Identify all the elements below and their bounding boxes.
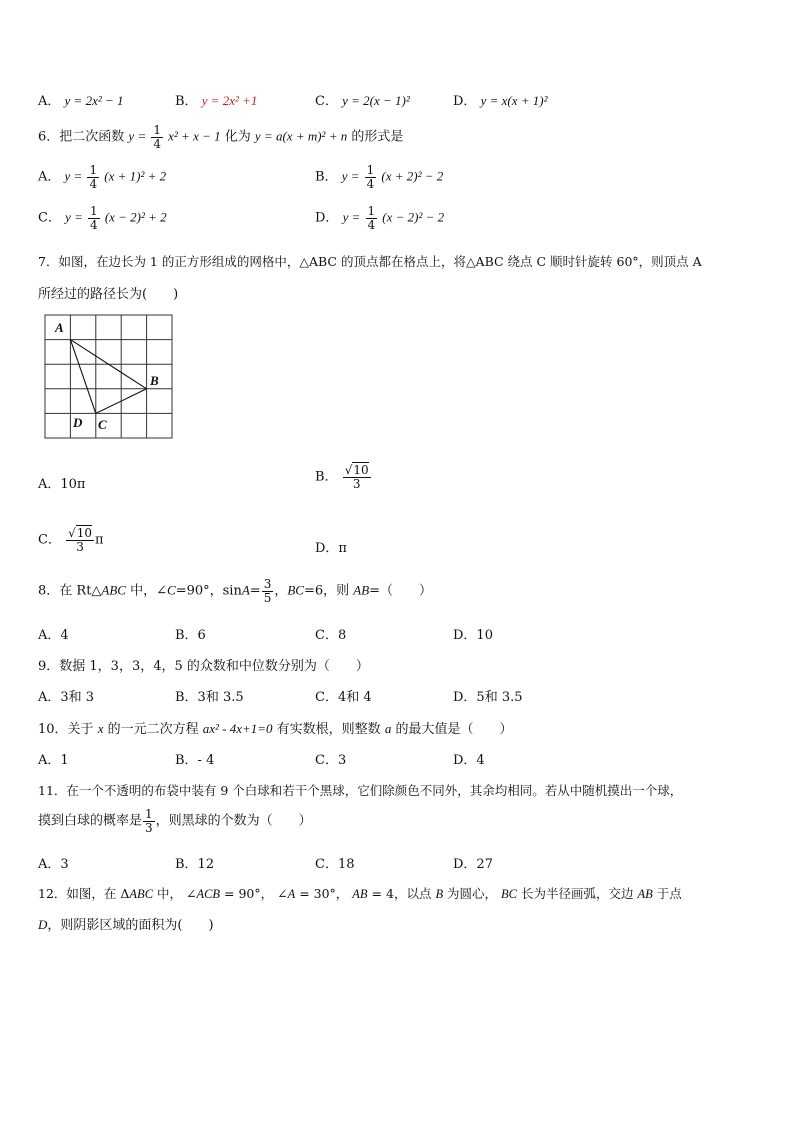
q8-option-b: B．6 (175, 628, 206, 643)
stem-text: 有实数根，则整数 (272, 722, 385, 737)
stem-text: =（ ） (369, 583, 433, 599)
math: (x + 2)² − 2 (381, 168, 444, 184)
q6-option-b (315, 164, 443, 190)
q11-stem-line1: 11．在一个不透明的布袋中装有 9 个白球和若干个黑球，它们除颜色不同外，其余均相同。若从中随机摸出一个球， (38, 783, 683, 798)
q5-option-d (453, 90, 548, 109)
sqrt-radicand: 10 (353, 463, 369, 477)
point-label-c: C (98, 417, 107, 432)
math: A (241, 582, 250, 598)
math: AB (353, 582, 370, 598)
pi-symbol: π (95, 532, 104, 548)
stem-text: ， (274, 583, 288, 599)
stem-text: 为圆心， (443, 886, 502, 901)
q11-option-b: B．12 (175, 857, 215, 872)
denominator: 5 (263, 590, 272, 605)
q10-option-c: C．3 (315, 753, 347, 768)
q5-option-c (315, 90, 410, 109)
point-label-b: B (150, 373, 159, 388)
option-letter: A． (38, 94, 61, 109)
q10-option-d: D．4 (453, 753, 485, 768)
fraction (143, 808, 155, 834)
stem-text: =6，则 (303, 583, 354, 599)
option-expression: y = 2(x − 1)² (342, 93, 410, 108)
option-letter: A． (38, 169, 61, 185)
point-label-d: D (73, 415, 83, 430)
option-expression: y = x(x + 1)² (480, 93, 548, 108)
math: C (167, 582, 176, 598)
option-expression: y = 2x² − 1 (64, 93, 124, 108)
math: (x − 2)² − 2 (382, 209, 445, 225)
q5-option-a (38, 90, 124, 109)
math: y = (128, 128, 147, 144)
numerator: 1 (145, 807, 153, 821)
q10-option-b: B．- 4 (175, 753, 215, 768)
stem-text: 于点 (652, 886, 682, 901)
math: (x − 2)² + 2 (104, 209, 167, 225)
denominator: 3 (76, 539, 84, 554)
stem-text: = 30°， (295, 886, 353, 901)
fraction (366, 205, 378, 231)
numerator: √10 (344, 463, 369, 477)
stem-text: 的形式是 (351, 129, 404, 145)
numerator: 3 (263, 577, 272, 591)
q7-stem-line1: 7．如图，在边长为 1 的正方形组成的网格中，△ABC 的顶点都在格点上，将△ABC 绕点 C 顺时针旋转 60°，则顶点 A (38, 254, 702, 269)
math: ax² - 4x+1=0 (202, 721, 273, 736)
fraction (365, 164, 377, 190)
denominator: 4 (89, 176, 98, 191)
stem-text: 10．关于 (38, 722, 98, 737)
denominator: 4 (153, 136, 161, 151)
stem-text: 的最大值是（ ） (391, 722, 513, 737)
q12-stem-line2 (38, 914, 214, 933)
q12-stem-line1 (38, 884, 682, 902)
numerator: √10 (68, 526, 93, 540)
fraction (88, 205, 100, 231)
math: AB (637, 887, 653, 901)
math: y = a(x + m)² + n (254, 128, 348, 144)
q5-option-b (175, 90, 257, 109)
stem-text: =90°，sin (175, 583, 242, 599)
q8-option-d: D．10 (453, 628, 493, 643)
q7-stem-line2: 所经过的路径长为( ) (38, 287, 179, 302)
q7-grid-figure (40, 310, 180, 442)
numerator: 1 (89, 163, 98, 177)
stem-text: = 4，以点 (367, 886, 436, 901)
math: x (97, 721, 104, 736)
option-letter: D． (453, 94, 477, 109)
math: x² + x − 1 (168, 128, 221, 144)
q7-option-c (38, 527, 104, 553)
option-letter: C． (315, 94, 338, 109)
stem-text: 中，∠ (125, 583, 168, 599)
q9-option-a: A．3和 3 (38, 690, 95, 705)
option-expression: y = 2x² +1 (201, 93, 258, 108)
option-letter: C． (38, 532, 61, 548)
fraction (343, 464, 371, 490)
math: BC (501, 887, 518, 901)
q6-option-c (38, 205, 167, 231)
numerator: 1 (366, 163, 375, 177)
q11-stem-line2 (38, 808, 312, 834)
math: D (38, 917, 48, 932)
stem-text: = 90°， ∠ (220, 886, 288, 901)
triangle-side-ac (70, 340, 95, 414)
fraction (151, 124, 163, 150)
stem-text: 中， ∠ (153, 886, 197, 901)
numerator: 1 (90, 204, 98, 218)
fraction (66, 527, 94, 553)
math: y = (342, 209, 361, 225)
math: (x + 1)² + 2 (104, 168, 167, 184)
stem-text: 的一元二次方程 (103, 722, 203, 737)
numerator: 1 (367, 204, 376, 218)
q11-option-c: C．18 (315, 857, 355, 872)
q8-option-c: C．8 (315, 628, 347, 643)
math: y = (341, 168, 360, 184)
math: ABC (129, 887, 154, 901)
option-letter: C． (38, 210, 61, 226)
q7-option-d: D．π (315, 541, 347, 556)
q10-stem (38, 718, 512, 737)
q9-option-c: C．4和 4 (315, 690, 372, 705)
option-letter: B． (175, 94, 198, 109)
denominator: 3 (145, 820, 153, 835)
stem-text: 12．如图，在 Δ (38, 886, 130, 901)
q7-option-b (315, 464, 372, 490)
stem-text: ，则阴影区域的面积为( ) (47, 918, 214, 933)
stem-text: = (249, 583, 261, 599)
math: BC (287, 582, 304, 598)
q11-option-a: A．3 (38, 857, 69, 872)
q6-option-a (38, 164, 166, 190)
math: AB (352, 887, 368, 901)
stem-text: 长为半径画弧，交边 (517, 886, 638, 901)
math: y = (64, 168, 83, 184)
math: A (287, 887, 296, 901)
math: a (384, 721, 392, 736)
option-letter: B． (315, 169, 338, 185)
q10-option-a: A．1 (38, 753, 69, 768)
denominator: 3 (352, 476, 361, 491)
q8-option-a: A．4 (38, 628, 69, 643)
denominator: 4 (366, 176, 375, 191)
option-letter: B． (315, 469, 338, 485)
sqrt-radicand: 10 (76, 526, 93, 540)
point-label-a: A (55, 320, 64, 335)
q6-stem (38, 124, 403, 150)
q9-stem: 9．数据 1，3，3，4，5 的众数和中位数分别为（ ） (38, 659, 369, 674)
denominator: 4 (367, 217, 376, 232)
numerator: 1 (153, 123, 161, 137)
q8-stem (38, 578, 432, 604)
math: B (435, 887, 444, 901)
stem-text: 化为 (224, 129, 251, 145)
q6-option-d (315, 205, 444, 231)
math: y = (65, 209, 83, 225)
fraction (87, 164, 99, 190)
q9-option-d: D．5和 3.5 (453, 690, 523, 705)
q7-option-a: A．10π (38, 477, 86, 492)
denominator: 4 (90, 217, 98, 232)
stem-text: 6．把二次函数 (38, 129, 125, 145)
math: ABC (101, 582, 126, 598)
stem-text: 8．在 Rt△ (38, 583, 102, 599)
q11-option-d: D．27 (453, 857, 493, 872)
option-letter: D． (315, 210, 339, 226)
stem-text: ，则黑球的个数为（ ） (155, 813, 312, 829)
stem-text: 摸到白球的概率是 (38, 813, 143, 829)
math: ACB (196, 887, 221, 901)
fraction (262, 578, 274, 604)
q9-option-b: B．3和 3.5 (175, 690, 244, 705)
